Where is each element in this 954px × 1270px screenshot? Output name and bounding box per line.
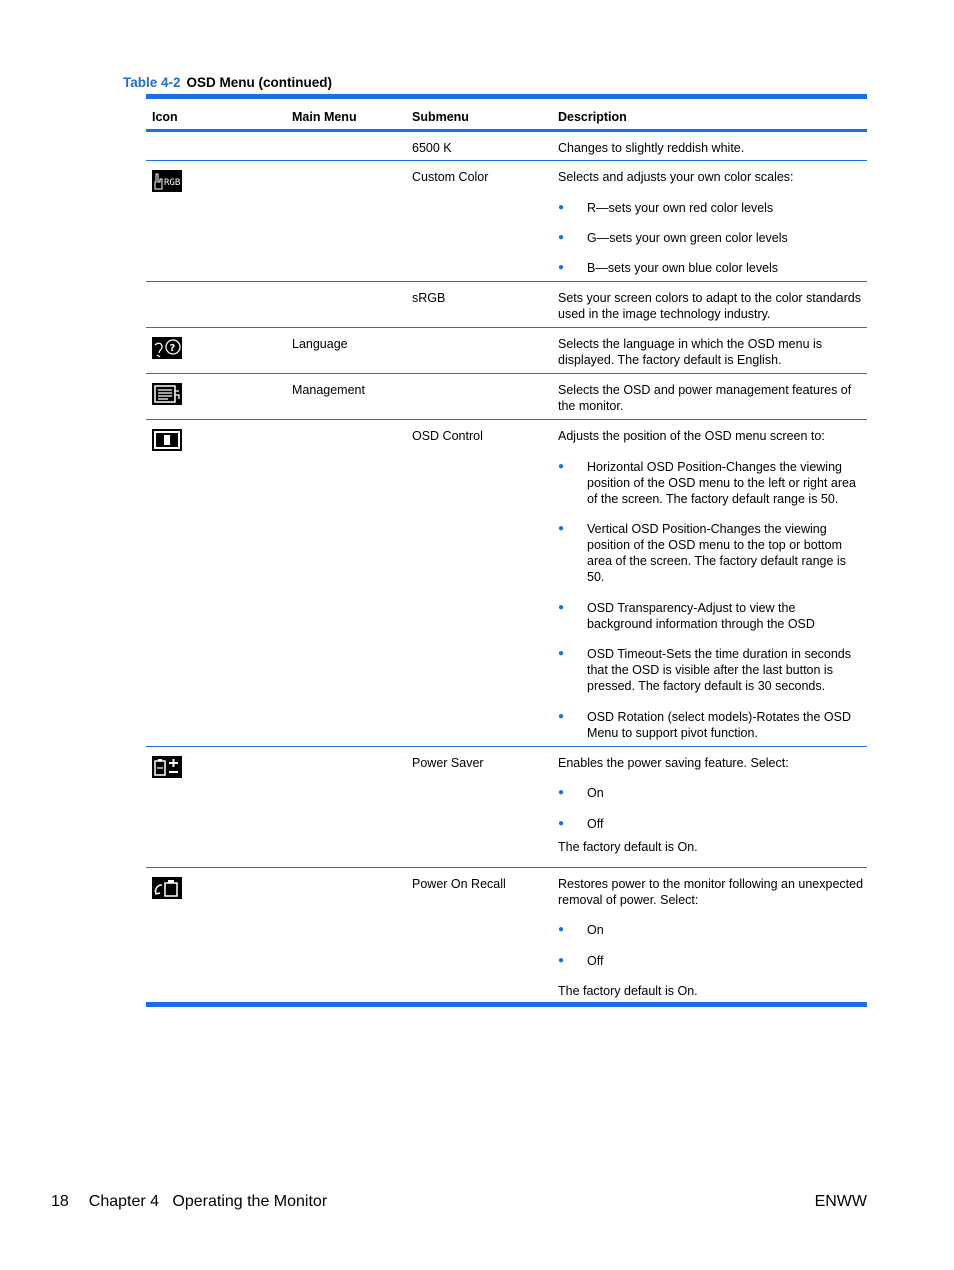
header-description: Description [558, 110, 627, 124]
submenu-cell: Power Saver [412, 756, 484, 770]
icon-cell [152, 429, 182, 455]
table-row [146, 132, 867, 161]
main-menu-cell: Language [292, 337, 348, 351]
description-cell: Changes to slightly reddish white. [558, 141, 745, 155]
svg-text:RGB: RGB [164, 178, 181, 188]
table-row [146, 420, 867, 747]
power-saver-icon [152, 756, 182, 778]
table-row [146, 282, 867, 328]
list-item: ● R—sets your own red color levels [558, 200, 864, 216]
list-item: ● OSD Rotation (select models)-Rotates the OSD Menu to support pivot function. [558, 709, 864, 741]
list-item: ● On [558, 922, 864, 938]
icon-cell [152, 383, 182, 409]
submenu-cell: 6500 K [412, 141, 452, 155]
table-row [146, 374, 867, 420]
icon-cell [152, 877, 182, 903]
header-submenu: Submenu [412, 110, 469, 124]
list-item: ● Vertical OSD Position-Changes the viewing position of the OSD menu to the top or bottom area of the screen. The factory default range is 50. [558, 521, 864, 585]
factory-default-note: The factory default is On. [558, 984, 698, 998]
page-footer-left [51, 1193, 327, 1211]
footer-enww: ENWW [814, 1193, 867, 1210]
submenu-cell: OSD Control [412, 429, 483, 443]
table-row [146, 868, 867, 1002]
submenu-cell: sRGB [412, 291, 446, 305]
description-cell: Sets your screen colors to adapt to the color standards used in the image technology industry. [558, 291, 861, 321]
list-item: ● Off [558, 816, 864, 832]
icon-cell [152, 337, 182, 363]
management-icon [152, 383, 182, 405]
list-item: ● B—sets your own blue color levels [558, 260, 864, 276]
factory-default-note: The factory default is On. [558, 840, 698, 854]
power-on-recall-icon [152, 877, 182, 899]
description-cell: Selects the language in which the OSD menu is displayed. The factory default is English. [558, 337, 823, 367]
table-header [146, 99, 867, 129]
icon-cell [152, 170, 182, 196]
description-cell: Selects and adjusts your own color scales: ● R—sets your own red color levels ● G—sets your own green color levels ● B—sets your own blue color levels [558, 169, 864, 276]
submenu-cell: Power On Recall [412, 877, 506, 891]
description-cell: Restores power to the monitor following an unexpected removal of power. Select: ● On ● Off The factory default is On. [558, 876, 864, 999]
main-menu-cell: Management [292, 383, 365, 397]
icon-cell [152, 756, 182, 782]
table-bottom-rule [146, 1002, 867, 1007]
list-item: ● OSD Timeout-Sets the time duration in seconds that the OSD is visible after the last button is pressed. The factory default is 30 seconds. [558, 646, 864, 694]
table-number: Table 4-2 [123, 75, 181, 90]
header-icon: Icon [152, 110, 178, 124]
list-item: ● Off [558, 953, 864, 969]
description-cell: Selects the OSD and power management features of the monitor. [558, 383, 852, 413]
table-row [146, 747, 867, 868]
submenu-cell: Custom Color [412, 170, 489, 184]
osd-control-icon [152, 429, 182, 451]
list-item: ● OSD Transparency-Adjust to view the background information through the OSD [558, 600, 864, 632]
list-item: ● G—sets your own green color levels [558, 230, 864, 246]
table-caption [123, 75, 332, 90]
list-item: ● Horizontal OSD Position-Changes the viewing position of the OSD menu to the left or right area of the screen. The factory default range is 50. [558, 459, 864, 507]
table-title: OSD Menu (continued) [186, 75, 333, 90]
chapter-title: Chapter 4 Operating the Monitor [88, 1193, 328, 1210]
description-cell: Enables the power saving feature. Select: ● On ● Off The factory default is On. [558, 755, 864, 855]
table-row [146, 328, 867, 374]
page-number: 18 [51, 1193, 69, 1210]
language-icon [152, 337, 182, 359]
description-cell: Adjusts the position of the OSD menu screen to: ● Horizontal OSD Position-Changes the viewing position of the OSD menu to the left or right area of the screen. The factory default range is 50. ● Vertical OSD Position-Changes the viewing position of the OSD menu to the top or bottom area of the screen. The factory default range is 50. ● OSD Transparency-Adjust to view the background information through the OSD ● OSD Timeout-Sets the time duration in seconds that the OSD is visible after the last button is pressed. The factory default is 30 seconds. ● OSD Rotation (select models)-Rotates the OSD Menu to support pivot function. [558, 428, 864, 741]
osd-menu-table [146, 94, 867, 1007]
header-main-menu: Main Menu [292, 110, 357, 124]
list-item: ● On [558, 785, 864, 801]
table-row [146, 161, 867, 282]
custom-color-rgb-icon [152, 170, 182, 192]
svg-text:?: ? [169, 343, 176, 354]
